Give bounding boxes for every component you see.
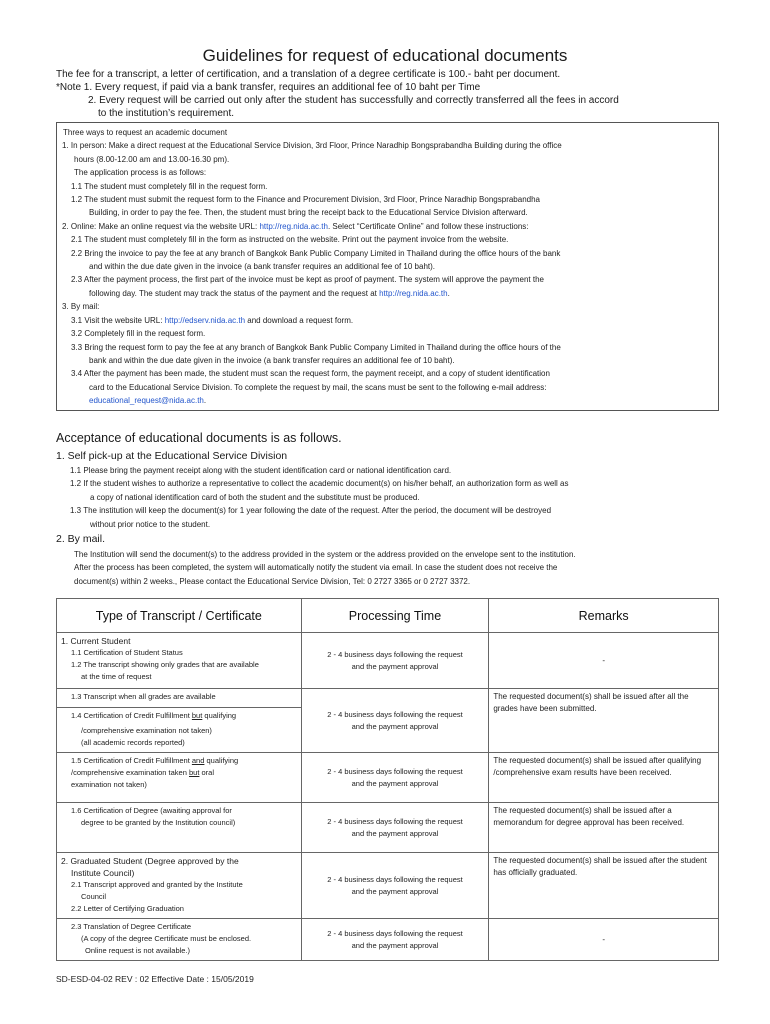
- col-processing-header: Processing Time: [301, 599, 489, 633]
- note-1: *Note 1. Every request, if paid via a bank transfer, requires an additional fee of 10 baht per Time: [56, 82, 481, 93]
- step-3-4: 3.4 After the payment has been made, the student must scan the request form, the payment receipt, and a copy of student identification: [71, 369, 550, 379]
- table-row: 1.6 Certification of Degree (awaiting approval for degree to be granted by the Institution council) 2 - 4 business days following the request and the payment approval The requested document(s) shall be issued after a memorandum for degree approval has been received.: [57, 803, 719, 853]
- method-in-person: 1. In person: Make a direct request at the Educational Service Division, 3rd Floor, Prince Naradhip Bongsprabandha Building during the office: [62, 141, 562, 151]
- process-heading: The application process is as follows:: [74, 168, 207, 178]
- method-mail: 3. By mail:: [62, 302, 100, 312]
- col-type-header: Type of Transcript / Certificate: [57, 599, 302, 633]
- acceptance-title: Acceptance of educational documents is as follows.: [56, 431, 342, 445]
- self-pickup-heading: 1. Self pick-up at the Educational Service Division: [56, 450, 288, 462]
- reg-link-2[interactable]: http://reg.nida.ac.th: [379, 288, 448, 298]
- step-3-1: 3.1 Visit the website URL: http://edserv.nida.ac.th and download a request form.: [71, 315, 354, 325]
- by-mail-text: The Institution will send the document(s) to the address provided in the system or the address provided on the envelope sent to the institution. After the process has been completed, the system will automatically notify the student via email. In case the student does not receive the document(s) within 2 weeks., Please contact the Educational Service Division, Tel: 0 2727 3365 or 0 2727 3372.: [74, 550, 576, 586]
- online-label: 2. Online:: [62, 221, 97, 231]
- page-title: Guidelines for request of educational documents: [202, 46, 568, 65]
- by-mail-heading: 2. By mail.: [56, 533, 106, 545]
- methods-heading: Three ways to request an academic document: [63, 128, 228, 137]
- fee-intro: [56, 68, 736, 120]
- pickup-1-2: 1.2 If the student wishes to authorize a representative to collect the academic document(s) on his/her behalf, an authorization form as well as: [70, 479, 569, 489]
- table-row: 2.3 Translation of Degree Certificate (A copy of the degree Certificate must be enclosed. Online request is not available.) 2 - 4 business days following the request and the payment approval -: [57, 919, 719, 961]
- document-footer-code: SD-ESD-04-02 REV : 02 Effective Date : 15/05/2019: [56, 974, 254, 984]
- pickup-1-1: 1.1 Please bring the payment receipt along with the student identification card or national identification card.: [70, 466, 452, 475]
- in-person-label: 1. In person:: [62, 141, 107, 151]
- edserv-link[interactable]: http://edserv.nida.ac.th: [164, 315, 246, 325]
- note-2: 2. Every request will be carried out only after the student has successfully and correctly transferred all the fees in accord: [88, 95, 619, 106]
- table-row: 1.5 Certification of Credit Fulfillment and qualifying /comprehensive examination taken but oral examination not taken) 2 - 4 business days following the request and the payment approval The requested document(s) shall be issued after qualifying /comprehensive exam results have been received.: [57, 753, 719, 803]
- fee-statement: The fee for a transcript, a letter of certification, and a translation of a degree certificate is 100.- baht per document.: [56, 69, 561, 80]
- step-2-1: 2.1 The student must completely fill in the form as instructed on the website. Print out the payment invoice from the website.: [71, 235, 509, 245]
- step-2-3: 2.3 After the payment process, the first part of the invoice must be kept as proof of payment. The system will approve the payment the: [71, 275, 544, 285]
- pickup-1-3: 1.3 The institution will keep the document(s) for 1 year following the date of the request. After the period, the document will be destroyed: [70, 506, 552, 516]
- request-methods-box: Three ways to request an academic document 1. In person: Make a direct request at the Educational Service Division, 3rd Floor, Prince Naradhip Bongsprabandha Building during the office hours (8.00-12.00 am and 13.00-16.30 pm). The application process is as follows: 1.1 The student must completely fill in the request form. 1.2 The student must submit the request form to the Finance and Procurement Division, 3rd Floor, Prince Naradhip Bongsprabandha Building, in order to pay the fee. Then, the student must bring the receipt back to the Educational Service Division afterward. 2. Online: Make an online request via the website URL: http://reg.nida.ac.th. Select “Certificate Online” and follow these instructions: 2.1 The student must completely fill in the form as instructed on the website. Print out the payment invoice from the website. 2.2 Bring the invoice to pay the fee at any branch of Bangkok Bank Public Company Limited in Thailand during the office hours of the bank and within the due date given in the invoice (a bank transfer requires an additional fee of 10 baht). 2.3 After the payment process, the first part of the invoice must be kept as proof of payment. The system will approve the payment the following day. The student may track the status of the payment and the request at http://reg.nida.ac.th. 3. By mail: 3.1 Visit the website URL: http://edserv.nida.ac.th and download a request form. 3.2 Completely fill in the request form. 3.3 Bring the request form to pay the fee at any branch of Bangkok Bank Public Company Limited in Thailand during the office hours of the bank and within the due date given in the invoice (a bank transfer requires an additional fee of 10 baht). 3.4 After the payment has been made, the student must scan the request form, the payment receipt, and a copy of student identification card to the Educational Service Division. To complete the request by mail, the scans must be sent to the following e-mail address: educational_request@nida.ac.th.: [56, 122, 719, 411]
- step-2-2: 2.2 Bring the invoice to pay the fee at any branch of Bangkok Bank Public Company Limited in Thailand during the office hours of the bank: [71, 248, 561, 258]
- step-1-2: 1.2 The student must submit the request form to the Finance and Procurement Division, 3rd Floor, Prince Naradhip Bongsprabandha: [71, 195, 540, 205]
- step-3-3: 3.3 Bring the request form to pay the fee at any branch of Bangkok Bank Public Company Limited in Thailand during the office hours of the: [71, 342, 561, 352]
- documents-table: [56, 598, 719, 961]
- step-3-2: 3.2 Completely fill in the request form.: [71, 329, 206, 339]
- table-row: 1. Current Student 1.1 Certification of Student Status 1.2 The transcript showing only grades that are available at the time of request 2 - 4 business days following the request and the payment approval -: [57, 633, 719, 689]
- method-online: 2. Online: Make an online request via the website URL: http://reg.nida.ac.th. Select “Certificate Online” and follow these instructions:: [62, 221, 529, 231]
- table-header-row: [57, 599, 719, 633]
- note-2-cont: to the institution’s requirement.: [98, 108, 235, 119]
- email-link[interactable]: educational_request@nida.ac.th: [89, 396, 204, 406]
- self-pickup-list: 1.1 Please bring the payment receipt along with the student identification card or national identification card. 1.2 If the student wishes to authorize a representative to collect the academic document(s) on his/her behalf, an authorization form as well as a copy of national identification card of both the student and the substitute must be produced. 1.3 The institution will keep the document(s) for 1 year following the date of the request. After the period, the document will be destroyed without prior notice to the student.: [70, 464, 720, 531]
- table-row: 2. Graduated Student (Degree approved by the Institute Council) 2.1 Transcript approved and granted by the Institute Council 2.2 Letter of Certifying Graduation 2 - 4 business days following the request and the payment approval The requested document(s) shall be issued after the student has officially graduated.: [57, 853, 719, 919]
- col-remarks-header: Remarks: [489, 599, 719, 633]
- reg-link[interactable]: http://reg.nida.ac.th: [259, 221, 328, 231]
- step-1-1: 1.1 The student must completely fill in the request form.: [71, 181, 268, 191]
- table-row: 1.3 Transcript when all grades are available 1.4 Certification of Credit Fulfillment but qualifying /comprehensive examination not taken) (all academic records reported) 2 - 4 business days following the request and the payment approval The requested document(s) shall be issued after all the grades have been submitted.: [57, 689, 719, 753]
